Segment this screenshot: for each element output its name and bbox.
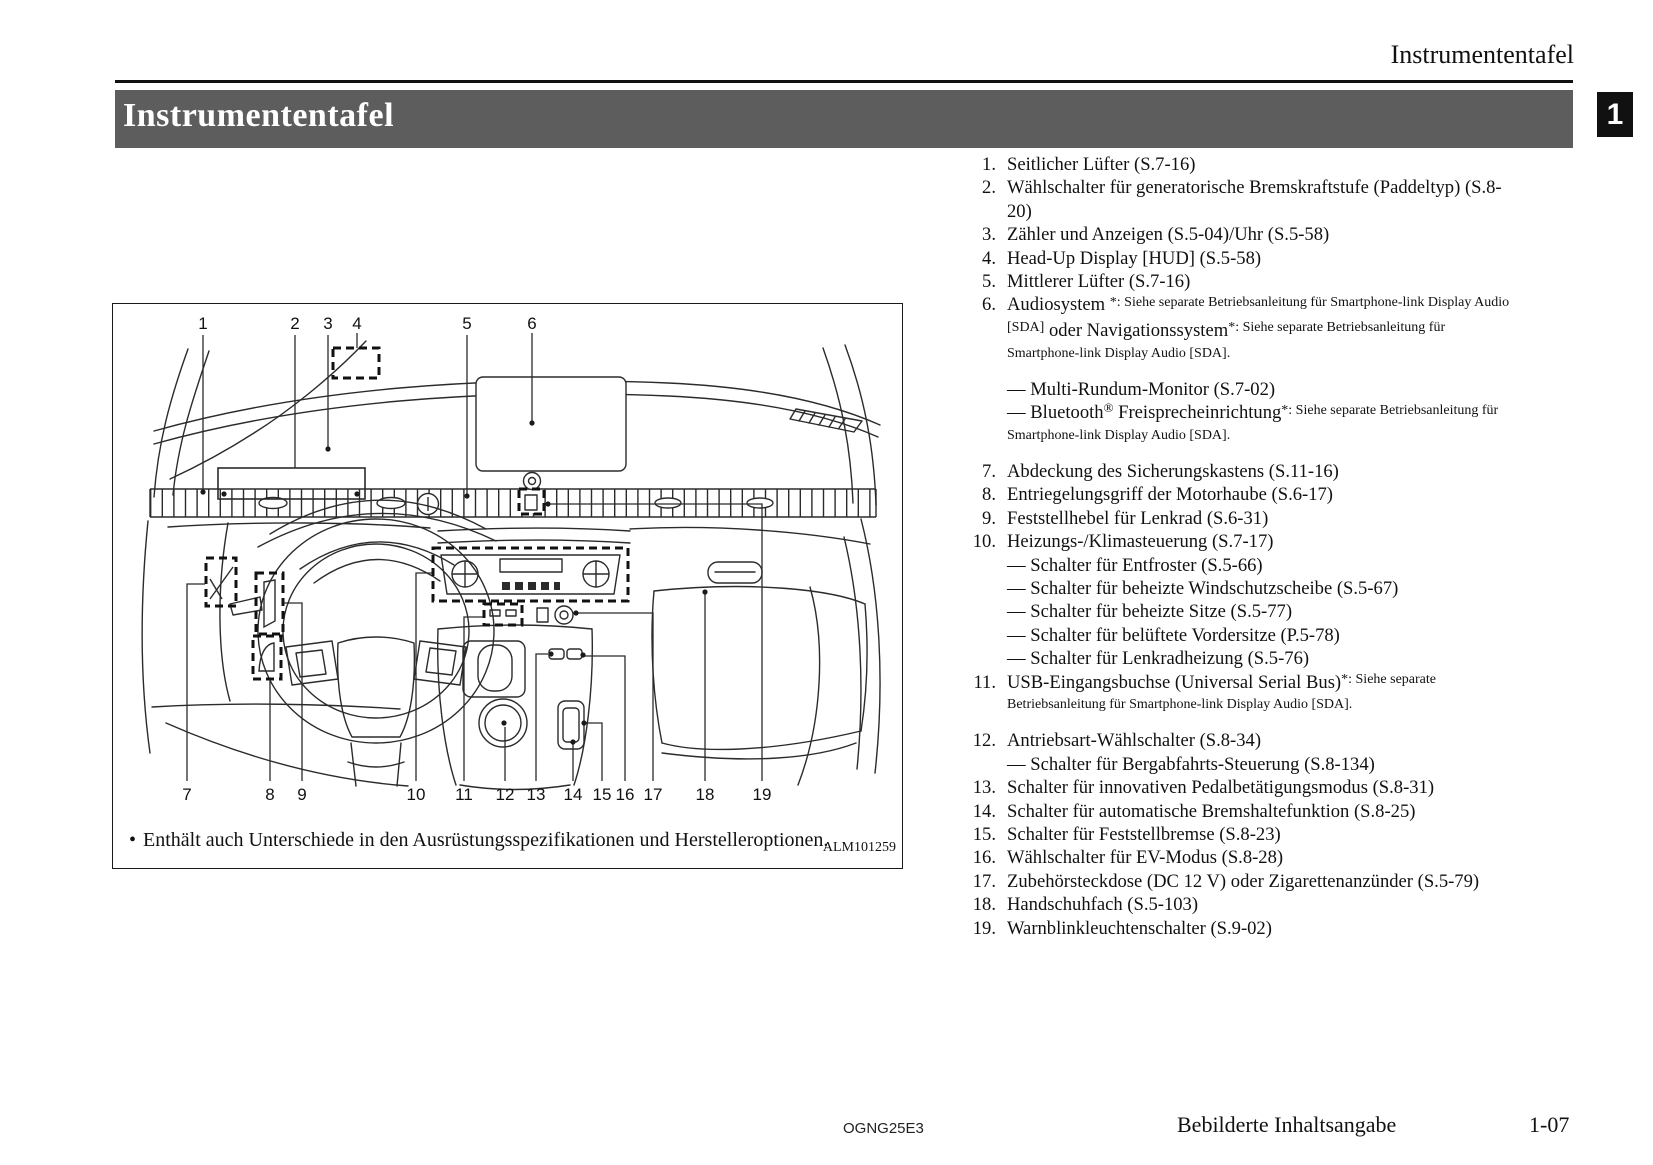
item-text: Zubehörsteckdose (DC 12 V) oder Zigarettenanzünder (S.5-79) (1007, 870, 1480, 892)
list-sub-item (1007, 753, 1518, 776)
item-text: Antriebsart-Wählschalter (S.8-34) (1007, 730, 1262, 752)
callout-list (952, 153, 1518, 940)
sub-item-dash: — (1007, 402, 1031, 424)
item-text: Mittlerer Lüfter (S.7-16) (1007, 271, 1191, 293)
list-item-text (1002, 223, 1518, 246)
item-text: Schalter für beheizte Windschutzscheibe (S.5-67) (1030, 577, 1399, 599)
list-item (952, 223, 1518, 246)
paddle-bracket (218, 468, 365, 499)
list-item-number: 15. (972, 823, 996, 845)
item-text: Heizungs-/Klimasteuerung (S.7-17) (1007, 531, 1274, 553)
section-title-bar (115, 90, 1573, 148)
footnote-text: *: Siehe separate Betriebsanleitung für Smartphone-link Display Audio [SDA]. (1007, 320, 1446, 361)
list-sub-item (1007, 624, 1518, 647)
figure-caption (129, 829, 828, 852)
item-text: Audiosystem (1007, 294, 1110, 316)
list-item-text (1002, 530, 1518, 670)
list-item-number: 11. (973, 671, 996, 693)
list-sub-item (1007, 577, 1518, 600)
list-item (952, 729, 1518, 776)
list-item (952, 270, 1518, 293)
callout-number: 11 (455, 785, 473, 804)
list-sub-item (1007, 401, 1518, 452)
list-item-number: 1. (982, 154, 996, 175)
item-text: Schalter für beheizte Sitze (S.5-77) (1030, 601, 1293, 623)
list-item-number: 2. (982, 177, 996, 199)
list-item-number: 10. (972, 531, 996, 553)
list-item (952, 846, 1518, 869)
list-item (952, 460, 1518, 483)
callout-number: 5 (462, 314, 472, 333)
list-item (952, 800, 1518, 823)
leader-lines (187, 333, 762, 781)
callout-number: 12 (495, 785, 515, 804)
callout-number: 13 (526, 785, 546, 804)
item-text: Freisprecheinrichtung (1113, 402, 1282, 424)
item-text: Seitlicher Lüfter (S.7-16) (1007, 154, 1196, 175)
list-item-text (1002, 870, 1518, 893)
item-text: Schalter für Lenkradheizung (S.5-76) (1030, 648, 1310, 670)
list-item-text (1002, 247, 1518, 270)
caption-text: Enthält auch Unterschiede in den Ausrüstungsspezifikationen und Herstelleroptionen. (143, 829, 829, 851)
list-item-text (1002, 917, 1518, 940)
footnote-text: *: Siehe separate Betriebsanleitung für Smartphone-link Display Audio [SDA]. (1007, 672, 1436, 713)
list-item-number: 8. (982, 484, 996, 506)
list-sub-item (1007, 378, 1518, 401)
list-item (952, 530, 1518, 670)
chapter-tab: 1 (1597, 92, 1633, 137)
list-item-number: 3. (982, 224, 996, 246)
list-item-number: 19. (972, 917, 996, 939)
list-item (952, 507, 1518, 530)
list-item (952, 176, 1518, 223)
list-item (952, 153, 1518, 176)
item-text: Wählschalter für generatorische Bremskraftstufe (Paddeltyp) (S.8-20) (1007, 177, 1502, 222)
callout-number: 2 (290, 314, 300, 333)
climate-control (441, 555, 620, 594)
list-item-text (1002, 293, 1518, 451)
item-text: Feststellhebel für Lenkrad (S.6-31) (1007, 507, 1269, 529)
center-console (438, 625, 593, 790)
glove-box (652, 562, 867, 749)
footnote-text: *: Siehe separate Betriebsanleitung für Smartphone-link Display Audio [SDA] (1007, 294, 1510, 336)
sub-item-dash: — (1007, 601, 1031, 623)
footer-document-code: OGNG25E3 (843, 1120, 924, 1137)
list-item (952, 483, 1518, 506)
list-item-number: 18. (972, 894, 996, 916)
sub-item-dash: — (1007, 577, 1031, 599)
footnote-text: *: Siehe separate Betriebsanleitung für Smartphone-link Display Audio [SDA]. (1007, 402, 1499, 443)
list-item-text (1002, 270, 1518, 293)
list-item-text (1002, 846, 1518, 869)
list-item-text (1002, 823, 1518, 846)
caption-bullet: • (129, 829, 137, 851)
list-item-number: 7. (982, 460, 996, 482)
list-sub-item (1007, 554, 1518, 577)
hud-dashed-box (333, 348, 379, 378)
list-item-text (1002, 776, 1518, 799)
item-text: Schalter für Feststellbremse (S.8-23) (1007, 823, 1281, 845)
sub-item-dash: — (1007, 624, 1031, 646)
callout-number: 18 (695, 785, 715, 804)
item-text: Schalter für Entfroster (S.5-66) (1030, 554, 1263, 576)
list-item (952, 893, 1518, 916)
dashboard-line-art (142, 341, 880, 790)
list-item-number: 12. (972, 730, 996, 752)
list-item-number: 9. (982, 507, 996, 529)
item-text: Schalter für innovativen Pedalbetätigungsmodus (S.8-31) (1007, 777, 1435, 799)
figure-panel (112, 303, 903, 869)
vent-band (150, 489, 876, 517)
callout-number: 1 (198, 314, 208, 333)
footer-page-number: 1-07 (1529, 1112, 1570, 1137)
item-text: Handschuhfach (S.5-103) (1007, 894, 1199, 916)
sub-item-dash: — (1007, 648, 1031, 670)
section-title: Instrumententafel (123, 97, 395, 134)
list-item-text (1002, 483, 1518, 506)
running-header: Instrumententafel (1390, 40, 1574, 69)
item-text: Head-Up Display [HUD] (S.5-58) (1007, 247, 1262, 269)
callout-number: 15 (592, 785, 612, 804)
callout-number: 19 (752, 785, 772, 804)
item-text: Bluetooth (1030, 402, 1104, 424)
callout-number: 10 (406, 785, 426, 804)
item-text: Wählschalter für EV-Modus (S.8-28) (1007, 847, 1284, 869)
list-item (952, 917, 1518, 940)
item-text: Entriegelungsgriff der Motorhaube (S.6-17) (1007, 484, 1333, 506)
item-text: Schalter für automatische Bremshaltefunktion (S.8-25) (1007, 800, 1416, 822)
callout-number: 4 (352, 314, 362, 333)
list-item-number: 5. (982, 271, 996, 293)
list-item-number: 13. (972, 777, 996, 799)
list-item-text (1002, 671, 1518, 722)
list-item-text (1002, 729, 1518, 776)
callout-number: 8 (265, 785, 275, 804)
list-item-text (1002, 893, 1518, 916)
list-sub-item (1007, 647, 1518, 670)
figure-code: ALM101259 (822, 840, 896, 855)
list-item-text (1002, 800, 1518, 823)
callout-number: 3 (323, 314, 333, 333)
list-item-number: 6. (982, 294, 996, 316)
item-text: oder Navigationssystem (1044, 319, 1229, 341)
gear-shifter (478, 645, 512, 691)
list-item (952, 776, 1518, 799)
list-sub-item (1007, 600, 1518, 623)
item-text: Multi-Rundum-Monitor (S.7-02) (1030, 378, 1276, 400)
accessory-socket (555, 606, 573, 624)
list-item-text (1002, 153, 1518, 176)
center-display (476, 377, 626, 471)
list-item (952, 870, 1518, 893)
item-text: Schalter für Bergabfahrts-Steuerung (S.8-134) (1030, 753, 1375, 775)
callout-number: 7 (182, 785, 192, 804)
item-text: Schalter für belüftete Vordersitze (P.5-78) (1030, 624, 1340, 646)
callout-number: 6 (527, 314, 537, 333)
list-item-text (1002, 507, 1518, 530)
header-rule (115, 80, 1573, 83)
item-text: Zähler und Anzeigen (S.5-04)/Uhr (S.5-58) (1007, 224, 1330, 246)
list-item (952, 247, 1518, 270)
dashboard-illustration (108, 291, 902, 869)
list-item-number: 16. (972, 847, 996, 869)
sub-item-dash: — (1007, 378, 1031, 400)
list-item-number: 17. (972, 870, 996, 892)
list-item-text (1002, 176, 1518, 223)
list-item (952, 293, 1518, 451)
item-text: Abdeckung des Sicherungskastens (S.11-16) (1007, 460, 1339, 482)
list-item-number: 4. (982, 247, 996, 269)
sub-item-dash: — (1007, 753, 1031, 775)
callout-number: 9 (297, 785, 307, 804)
item-text: ® (1103, 400, 1114, 416)
callout-number: 17 (643, 785, 663, 804)
list-item-text (1002, 460, 1518, 483)
list-item (952, 823, 1518, 846)
list-item (952, 671, 1518, 722)
sub-item-dash: — (1007, 554, 1031, 576)
item-text: Warnblinkleuchtenschalter (S.9-02) (1007, 917, 1272, 939)
footer-section: Bebilderte Inhaltsangabe (1177, 1112, 1397, 1137)
list-item-number: 14. (972, 800, 996, 822)
item-text: USB-Eingangsbuchse (Universal Serial Bus) (1007, 671, 1342, 693)
callout-number: 14 (563, 785, 583, 804)
callout-number: 16 (615, 785, 635, 804)
